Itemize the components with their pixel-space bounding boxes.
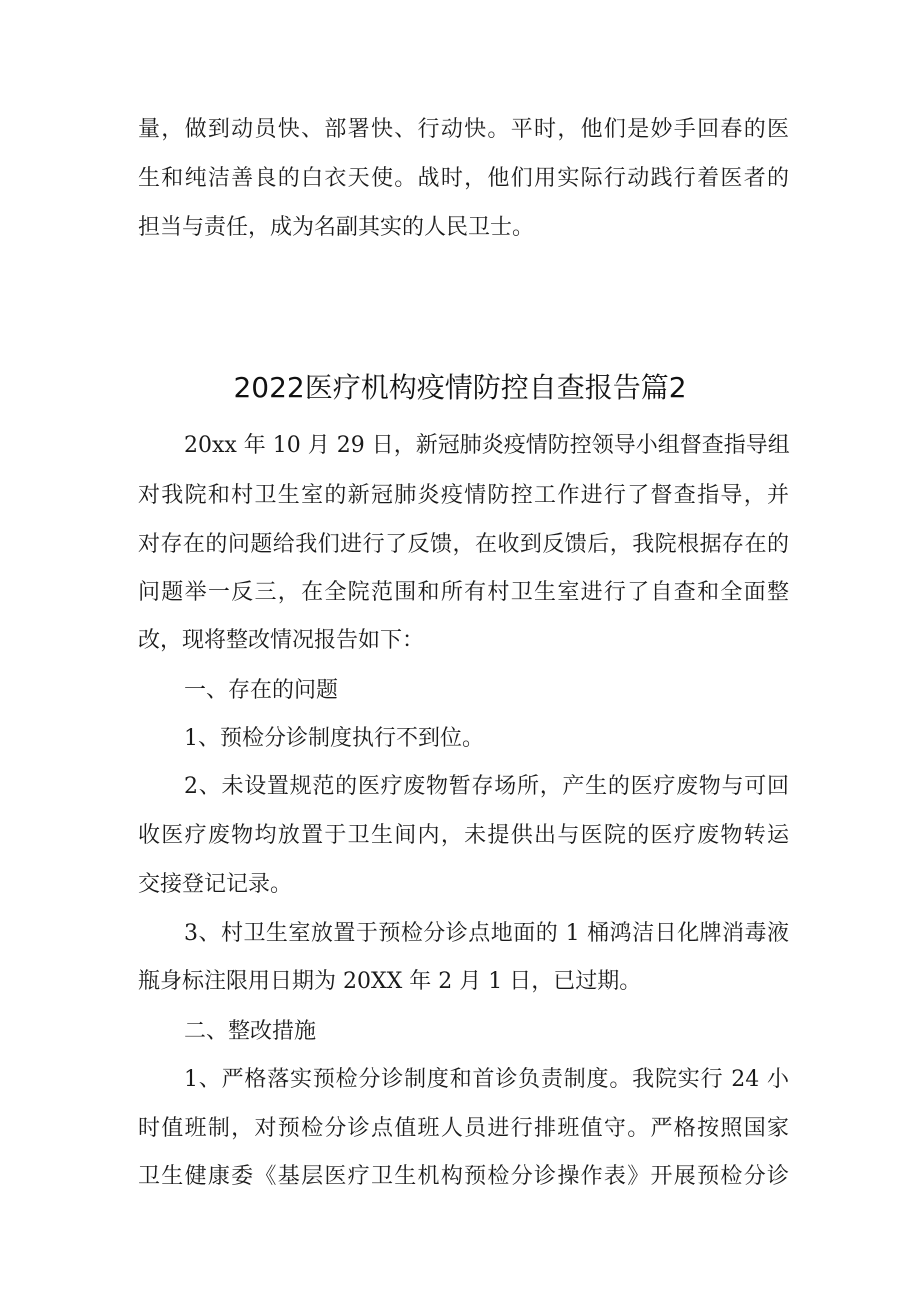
paragraph-line: 改，现将整改情况报告如下： bbox=[138, 628, 425, 653]
list-item: 1、预检分诊制度执行不到位。 bbox=[184, 726, 484, 751]
subheading: 一、存在的问题 bbox=[184, 678, 339, 703]
paragraph-line: 问题举一反三，在全院范围和所有村卫生室进行了自查和全面整 bbox=[138, 580, 789, 605]
paragraph-line: 量，做到动员快、部署快、行动快。平时，他们是妙手回春的医 bbox=[138, 117, 789, 142]
paragraph-line: 担当与责任，成为名副其实的人民卫士。 bbox=[138, 215, 535, 240]
paragraph-line: 交接登记记录。 bbox=[138, 872, 293, 897]
section-title: 2022医疗机构疫情防控自查报告篇2 bbox=[233, 371, 687, 404]
subheading: 二、整改措施 bbox=[184, 1019, 317, 1044]
paragraph-line: 对存在的问题给我们进行了反馈，在收到反馈后，我院根据存在的 bbox=[138, 532, 789, 557]
paragraph-line: 卫生健康委《基层医疗卫生机构预检分诊操作表》开展预检分诊 bbox=[138, 1164, 789, 1189]
paragraph-line: 瓶身标注限用日期为 20XX 年 2 月 1 日，已过期。 bbox=[138, 969, 642, 994]
paragraph-line: 20xx 年 10 月 29 日，新冠肺炎疫情防控领导小组督查指导组 bbox=[184, 433, 790, 458]
paragraph-line: 对我院和村卫生室的新冠肺炎疫情防控工作进行了督查指导，并 bbox=[138, 483, 789, 508]
paragraph-line: 时值班制，对预检分诊点值班人员进行排班值守。严格按照国家 bbox=[138, 1116, 789, 1141]
paragraph-line: 收医疗废物均放置于卫生间内，未提供出与医院的医疗废物转运 bbox=[138, 823, 789, 848]
list-item: 3、村卫生室放置于预检分诊点地面的 1 桶鸿洁日化牌消毒液 bbox=[184, 921, 789, 946]
list-item: 1、严格落实预检分诊制度和首诊负责制度。我院实行 24 小 bbox=[184, 1067, 789, 1092]
list-item: 2、未设置规范的医疗废物暂存场所，产生的医疗废物与可回 bbox=[184, 774, 789, 799]
paragraph-line: 生和纯洁善良的白衣天使。战时，他们用实际行动践行着医者的 bbox=[138, 166, 789, 191]
